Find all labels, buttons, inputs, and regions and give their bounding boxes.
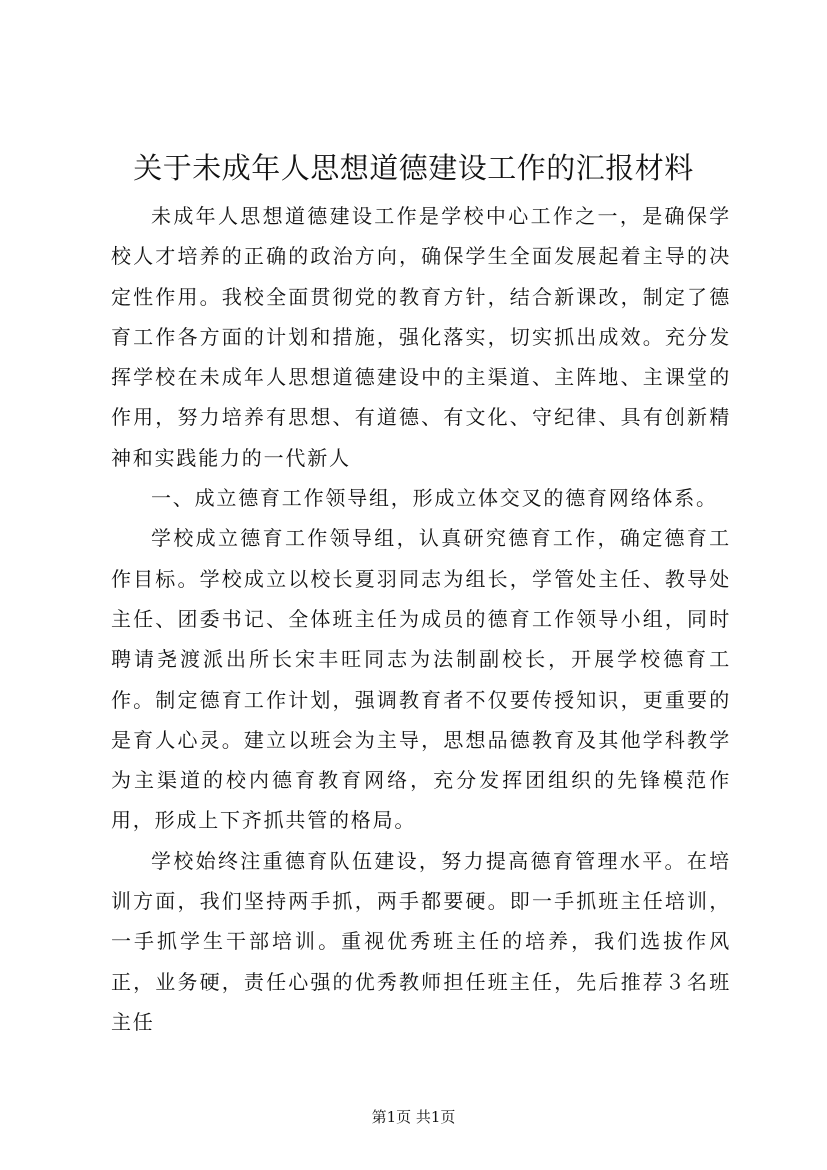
paragraph-team-building: 学校始终注重德育队伍建设，努力提高德育管理水平。在培训方面，我们坚持两手抓，两手都要硬。即一手抓班主任培训，一手抓学生干部培训。重视优秀班主任的培养，我们选拔作风正，业务硬，责任心强的优秀教师担任班主任，先后推荐３名班主任: [111, 848, 731, 1034]
paragraph-intro: 未成年人思想道德建设工作是学校中心工作之一，是确保学校人才培养的正确的政治方向，确保学生全面发展起着主导的决定性作用。我校全面贯彻党的教育方针，结合新课改，制定了德育工作各方面的计划和措施，强化落实，切实抓出成效。充分发挥学校在未成年人思想道德建设中的主渠道、主阵地、主课堂的作用，努力培养有思想、有道德、有文化、守纪律、具有创新精神和实践能力的一代新人: [111, 204, 731, 470]
document-body: [111, 196, 731, 1042]
paragraph-section-heading: 一、成立德育工作领导组，形成立体交叉的德育网络体系。: [151, 486, 718, 511]
document-title: 关于未成年人思想道德建设工作的汇报材料: [133, 151, 694, 185]
page-footer: 第1页 共1页: [371, 1108, 456, 1126]
paragraph-leadership-group: 学校成立德育工作领导组，认真研究德育工作，确定德育工作目标。学校成立以校长夏羽同志为组长，学管处主任、教导处主任、团委书记、全体班主任为成员的德育工作领导小组，同时聘请尧渡派出所长宋丰旺同志为法制副校长，开展学校德育工作。制定德育工作计划，强调教育者不仅要传授知识，更重要的是育人心灵。建立以班会为主导，思想品德教育及其他学科教学为主渠道的校内德育教育网络，充分发挥团组织的先锋模范作用，形成上下齐抓共管的格局。: [111, 526, 731, 833]
